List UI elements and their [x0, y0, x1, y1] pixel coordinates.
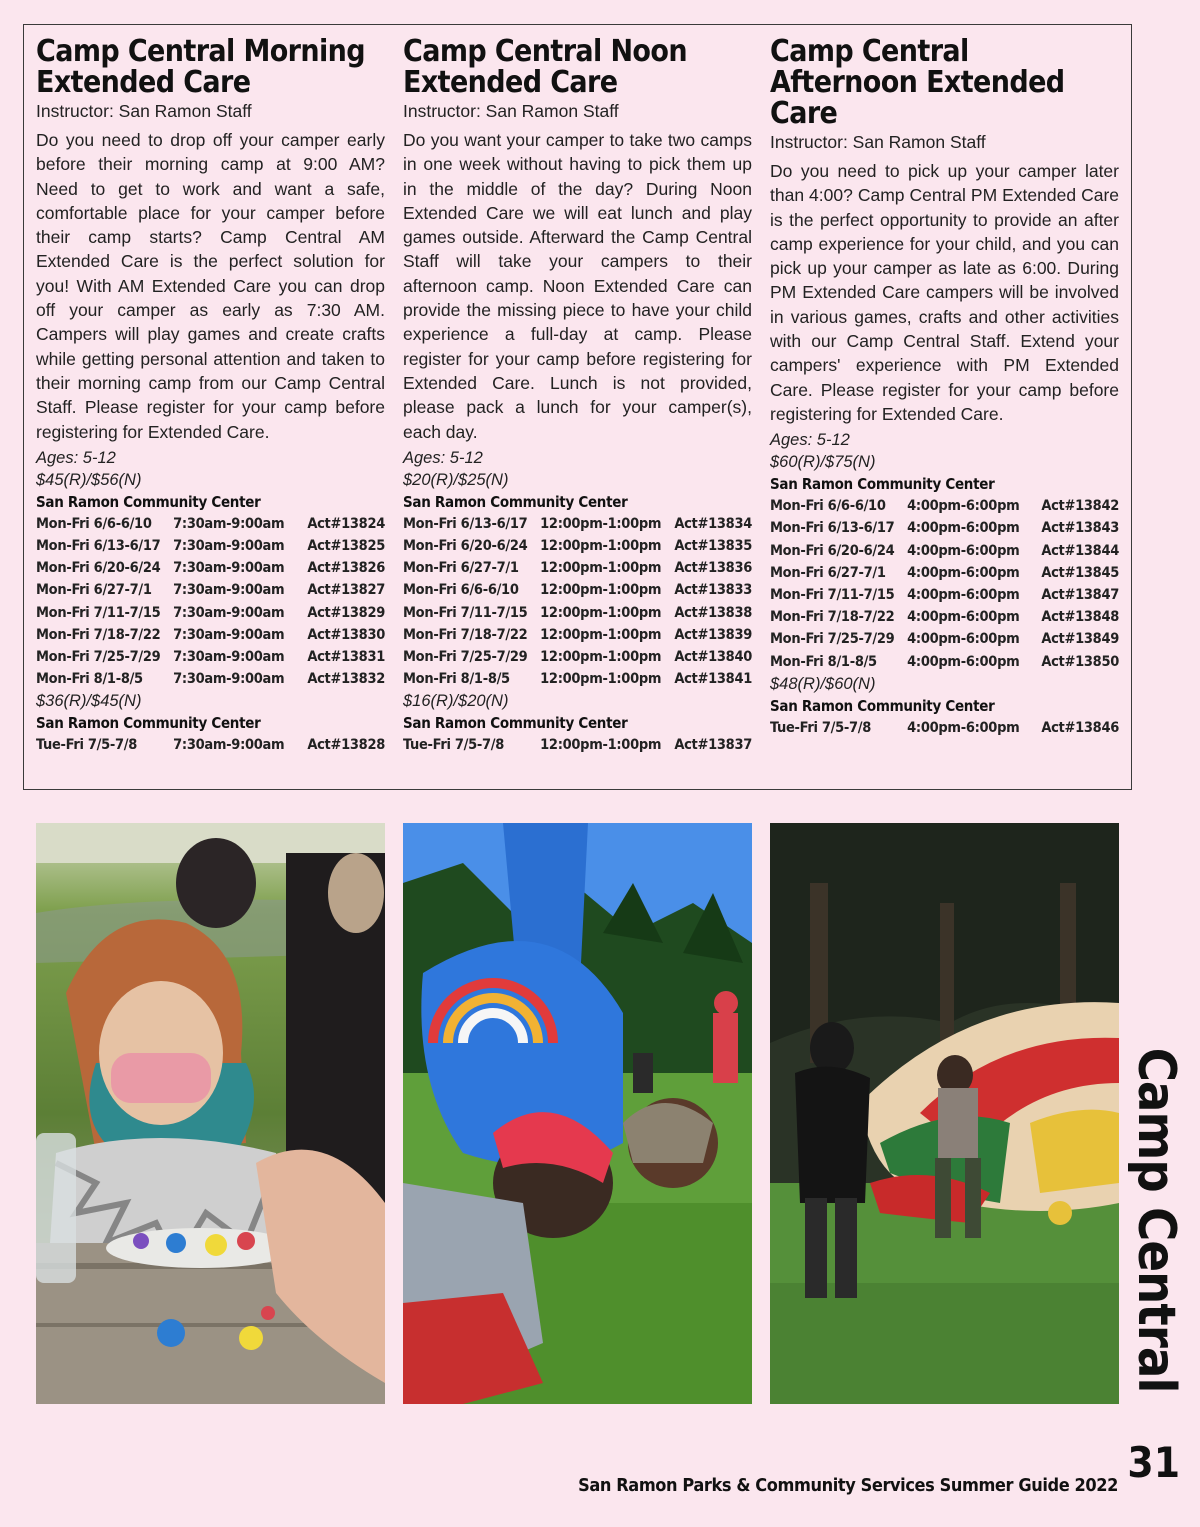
session-row: [36, 602, 385, 624]
session-time: 4:00pm-6:00pm: [907, 564, 1020, 581]
session-row: [770, 517, 1119, 539]
ages: Ages: 5-12: [36, 448, 116, 467]
session-row: [770, 628, 1119, 650]
side-title-text: Camp Central: [1126, 1047, 1186, 1392]
session-dates: Mon-Fri 7/18-7/22: [770, 609, 895, 626]
instructor: Instructor: San Ramon Staff: [36, 101, 252, 121]
session-dates: Mon-Fri 7/18-7/22: [403, 626, 528, 643]
session-row: [36, 557, 385, 579]
activity-number: Act#13824: [307, 515, 385, 532]
session-time: 4:00pm-6:00pm: [907, 498, 1020, 515]
session-row: [770, 651, 1119, 673]
session-row: [403, 602, 752, 624]
activity-number: Act#13849: [1041, 631, 1119, 648]
session-time: 12:00pm-1:00pm: [540, 671, 662, 688]
session-row: [36, 734, 385, 756]
session-time: 12:00pm-1:00pm: [540, 626, 662, 643]
price: $48(R)/$60(N): [770, 674, 876, 693]
session-time: 7:30am-9:00am: [173, 737, 285, 754]
activity-number: Act#13844: [1041, 542, 1119, 559]
session-dates: Mon-Fri 6/20-6/24: [770, 542, 895, 559]
footer: San Ramon Parks & Community Services Summer Guide 2022: [578, 1475, 1118, 1496]
price: $45(R)/$56(N): [36, 470, 142, 489]
location: San Ramon Community Center: [36, 714, 261, 733]
activity-number: Act#13838: [674, 604, 752, 621]
session-dates: Mon-Fri 6/6-6/10: [36, 515, 152, 532]
session-row: [36, 513, 385, 535]
session-row: [403, 557, 752, 579]
session-dates: Mon-Fri 6/13-6/17: [403, 515, 528, 532]
activity-number: Act#13846: [1041, 719, 1119, 736]
activity-number: Act#13839: [674, 626, 752, 643]
activity-number: Act#13840: [674, 649, 752, 666]
description: Do you need to pick up your camper later than 4:00? Camp Central PM Extended Care is the perfect opportunity to provide an after camp experience for your child, and you can pick up your camper as late as 6:00. During PM Extended Care campers will be involved in various games, crafts and other activities with our Camp Central Staff. Extend your campers' experience with PM Extended Care. Please register for your camp before registering for Extended Care.: [770, 161, 1119, 424]
session-dates: Mon-Fri 8/1-8/5: [403, 671, 510, 688]
session-dates: Mon-Fri 6/13-6/17: [36, 538, 161, 555]
session-row: [770, 562, 1119, 584]
session-dates: Mon-Fri 6/6-6/10: [770, 498, 886, 515]
session-time: 12:00pm-1:00pm: [540, 737, 662, 754]
session-row: [403, 624, 752, 646]
session-row: [770, 495, 1119, 517]
activity-number: Act#13827: [307, 582, 385, 599]
location: San Ramon Community Center: [770, 696, 995, 715]
session-time: 7:30am-9:00am: [173, 515, 285, 532]
afternoon-care-column: [770, 36, 1119, 739]
location: San Ramon Community Center: [403, 714, 628, 733]
session-row: [36, 579, 385, 601]
photo-crafts: [36, 823, 385, 1404]
activity-number: Act#13831: [307, 649, 385, 666]
activity-number: Act#13842: [1041, 498, 1119, 515]
session-time: 7:30am-9:00am: [173, 560, 285, 577]
activity-number: Act#13828: [307, 737, 385, 754]
session-dates: Mon-Fri 6/13-6/17: [770, 520, 895, 537]
session-row: [403, 668, 752, 690]
activity-number: Act#13832: [307, 671, 385, 688]
activity-number: Act#13848: [1041, 609, 1119, 626]
activity-number: Act#13841: [674, 671, 752, 688]
photo-parachute: [770, 823, 1119, 1404]
session-dates: Tue-Fri 7/5-7/8: [403, 737, 505, 754]
location: San Ramon Community Center: [403, 492, 628, 511]
session-time: 12:00pm-1:00pm: [540, 515, 662, 532]
ages: Ages: 5-12: [770, 431, 850, 450]
description: Do you need to drop off your camper early before their morning camp at 9:00 AM? Need to get to work and want a safe, comfortable place for your camper before their camp starts? Camp Central AM Extended Care is the perfect solution for you! With AM Extended Care you can drop off your camper as early as 7:30 AM. Campers will play games and create crafts while getting personal attention and taken to their morning camp from our Camp Central Staff. Please register for your camp before registering for Extended Care.: [36, 130, 385, 442]
activity-number: Act#13834: [674, 515, 752, 532]
session-row: [403, 646, 752, 668]
session-row: [403, 579, 752, 601]
description: Do you want your camper to take two camps in one week without having to pick them up in the middle of the day? During Noon Extended Care we will eat lunch and play games outside. Afterward the Camp Central Staff will take your campers to their afternoon camp. Noon Extended Care can provide the missing piece to have your child experience a full-day at camp. Please register for your camp before registering for Extended Care. Lunch is not provided, please pack a lunch for your camper(s), each day.: [403, 130, 752, 442]
session-dates: Tue-Fri 7/5-7/8: [36, 737, 138, 754]
session-dates: Mon-Fri 7/25-7/29: [770, 631, 895, 648]
section-side-title: [1112, 1047, 1200, 1392]
column-title: Camp Central Morning Extended Care: [36, 34, 365, 100]
session-dates: Mon-Fri 8/1-8/5: [770, 653, 877, 670]
session-time: 7:30am-9:00am: [173, 538, 285, 555]
session-row: [36, 624, 385, 646]
instructor: Instructor: San Ramon Staff: [770, 132, 986, 152]
page-number: 31: [1127, 1438, 1180, 1487]
price: $36(R)/$45(N): [36, 692, 142, 711]
price: $16(R)/$20(N): [403, 692, 509, 711]
session-time: 4:00pm-6:00pm: [907, 653, 1020, 670]
session-dates: Mon-Fri 6/6-6/10: [403, 582, 519, 599]
session-time: 12:00pm-1:00pm: [540, 582, 662, 599]
session-time: 12:00pm-1:00pm: [540, 538, 662, 555]
activity-number: Act#13847: [1041, 587, 1119, 604]
session-row: [36, 668, 385, 690]
session-time: 7:30am-9:00am: [173, 671, 285, 688]
photo-cartwheel: [403, 823, 752, 1404]
morning-care-column: [36, 36, 385, 757]
location: San Ramon Community Center: [36, 492, 261, 511]
session-row: [770, 584, 1119, 606]
session-row: [36, 646, 385, 668]
session-time: 4:00pm-6:00pm: [907, 542, 1020, 559]
session-dates: Mon-Fri 7/11-7/15: [36, 604, 161, 621]
session-row: [770, 717, 1119, 739]
activity-number: Act#13843: [1041, 520, 1119, 537]
column-title: Camp Central Noon Extended Care: [403, 34, 687, 100]
session-dates: Mon-Fri 6/20-6/24: [403, 538, 528, 555]
session-row: [36, 535, 385, 557]
session-time: 4:00pm-6:00pm: [907, 719, 1020, 736]
activity-number: Act#13837: [674, 737, 752, 754]
session-dates: Mon-Fri 6/27-7/1: [770, 564, 886, 581]
session-dates: Tue-Fri 7/5-7/8: [770, 719, 872, 736]
session-time: 4:00pm-6:00pm: [907, 631, 1020, 648]
noon-care-column: [403, 36, 752, 757]
session-time: 7:30am-9:00am: [173, 582, 285, 599]
session-time: 12:00pm-1:00pm: [540, 649, 662, 666]
session-row: [770, 540, 1119, 562]
activity-number: Act#13845: [1041, 564, 1119, 581]
session-time: 4:00pm-6:00pm: [907, 609, 1020, 626]
session-time: 12:00pm-1:00pm: [540, 560, 662, 577]
session-time: 7:30am-9:00am: [173, 649, 285, 666]
session-row: [403, 513, 752, 535]
activity-number: Act#13836: [674, 560, 752, 577]
session-time: 7:30am-9:00am: [173, 604, 285, 621]
session-dates: Mon-Fri 6/20-6/24: [36, 560, 161, 577]
price: $60(R)/$75(N): [770, 453, 876, 472]
session-dates: Mon-Fri 7/25-7/29: [403, 649, 528, 666]
activity-number: Act#13829: [307, 604, 385, 621]
session-dates: Mon-Fri 8/1-8/5: [36, 671, 143, 688]
session-time: 7:30am-9:00am: [173, 626, 285, 643]
ages: Ages: 5-12: [403, 448, 483, 467]
price: $20(R)/$25(N): [403, 470, 509, 489]
session-dates: Mon-Fri 7/11-7/15: [403, 604, 528, 621]
session-row: [403, 734, 752, 756]
session-dates: Mon-Fri 6/27-7/1: [403, 560, 519, 577]
column-title: Camp Central Afternoon Extended Care: [770, 34, 1065, 131]
activity-number: Act#13833: [674, 582, 752, 599]
session-row: [403, 535, 752, 557]
location: San Ramon Community Center: [770, 475, 995, 494]
activity-number: Act#13835: [674, 538, 752, 555]
session-row: [770, 606, 1119, 628]
activity-number: Act#13830: [307, 626, 385, 643]
session-time: 12:00pm-1:00pm: [540, 604, 662, 621]
session-dates: Mon-Fri 7/11-7/15: [770, 587, 895, 604]
session-dates: Mon-Fri 7/25-7/29: [36, 649, 161, 666]
instructor: Instructor: San Ramon Staff: [403, 101, 619, 121]
session-time: 4:00pm-6:00pm: [907, 587, 1020, 604]
activity-number: Act#13850: [1041, 653, 1119, 670]
session-dates: Mon-Fri 6/27-7/1: [36, 582, 152, 599]
session-dates: Mon-Fri 7/18-7/22: [36, 626, 161, 643]
activity-number: Act#13825: [307, 538, 385, 555]
session-time: 4:00pm-6:00pm: [907, 520, 1020, 537]
activity-number: Act#13826: [307, 560, 385, 577]
